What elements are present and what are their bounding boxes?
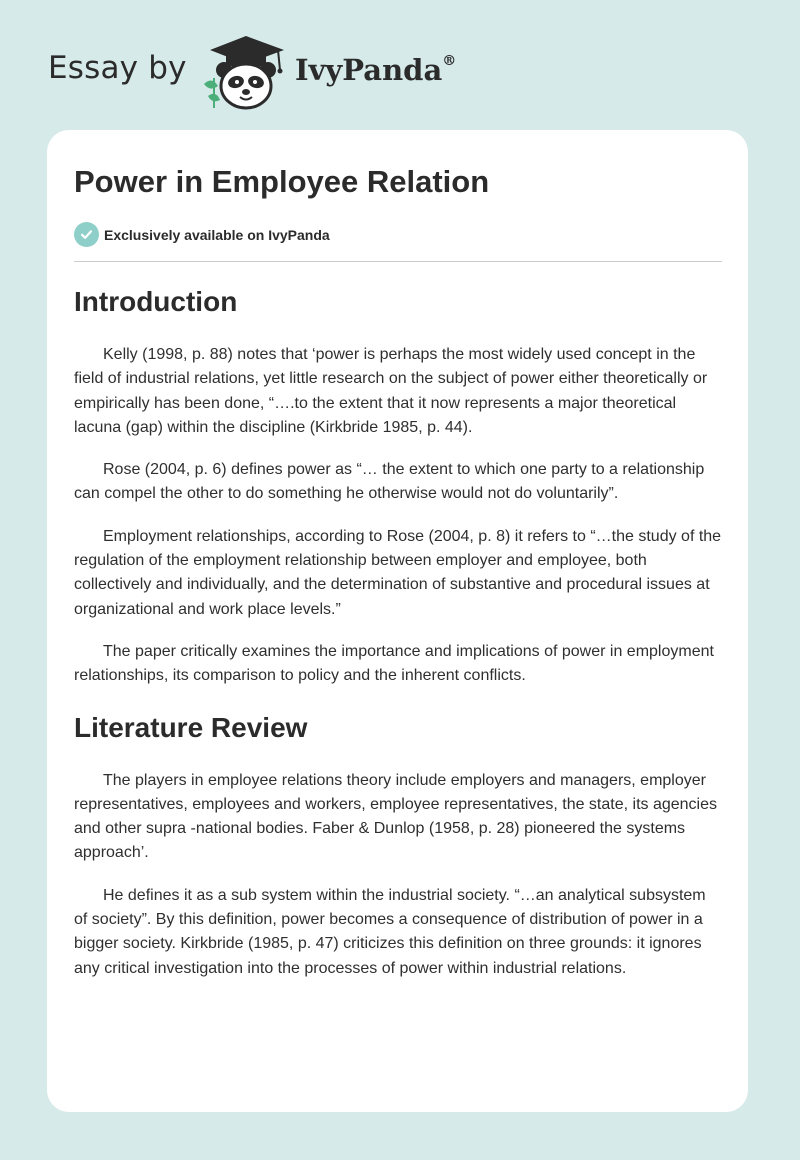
essay-title: Power in Employee Relation: [74, 164, 490, 199]
check-icon: [74, 222, 99, 247]
brand-name-text: IvyPanda: [295, 53, 443, 87]
paragraph: The paper critically examines the importance and implications of power in employment relationships, its comparison to policy and the inherent conflicts.: [74, 642, 714, 685]
paragraph: Rose (2004, p. 6) defines power as “… the extent to which one party to a relationship can compel the other to do something he otherwise would not do voluntarily”.: [74, 461, 705, 503]
section-heading-literature-review: Literature Review: [74, 711, 308, 743]
panda-logo-icon[interactable]: [200, 34, 292, 110]
essay-card: [47, 130, 748, 1112]
registered-mark: ®: [442, 53, 457, 70]
paragraph: Kelly (1998, p. 88) notes that ‘power is perhaps the most widely used concept in the field of industrial relations, yet little research on the subject of power either theoretically or empirically has been done, “….to the extent that it now represents a major theoretical lacuna (gap) within the discipline (Kirkbride 1985, p. 44).: [74, 346, 708, 436]
brand-prefix: Essay by: [48, 50, 187, 86]
exclusive-badge-text: Exclusively available on IvyPanda: [104, 226, 330, 243]
section-heading-introduction: Introduction: [74, 286, 238, 317]
paragraph: Employment relationships, according to Rose (2004, p. 8) it refers to “…the study of the regulation of the employment relationship between employer and employee, both collectively and individually, and the determination of substantive and procedural issues at organizational and work place levels.”: [74, 527, 722, 618]
essay-body: [74, 280, 722, 981]
site-header: [0, 0, 800, 120]
exclusive-badge: [74, 222, 330, 247]
title-divider: [74, 261, 722, 262]
brand-name[interactable]: [295, 53, 456, 87]
paragraph: He defines it as a sub system within the industrial society. “…an analytical subsystem of society”. By this definition, power becomes a consequence of distribution of power in a bigger society. Kirkbride (1985, p. 47) criticizes this definition on three grounds: it ignores any critical investigation into the processes of power within industrial relations.: [74, 886, 706, 977]
paragraph: The players in employee relations theory include employers and managers, employer representatives, employees and workers, employee representatives, the state, its agencies and other supra -national bodies. Faber & Dunlop (1958, p. 28) pioneered the systems approach’.: [74, 771, 717, 862]
